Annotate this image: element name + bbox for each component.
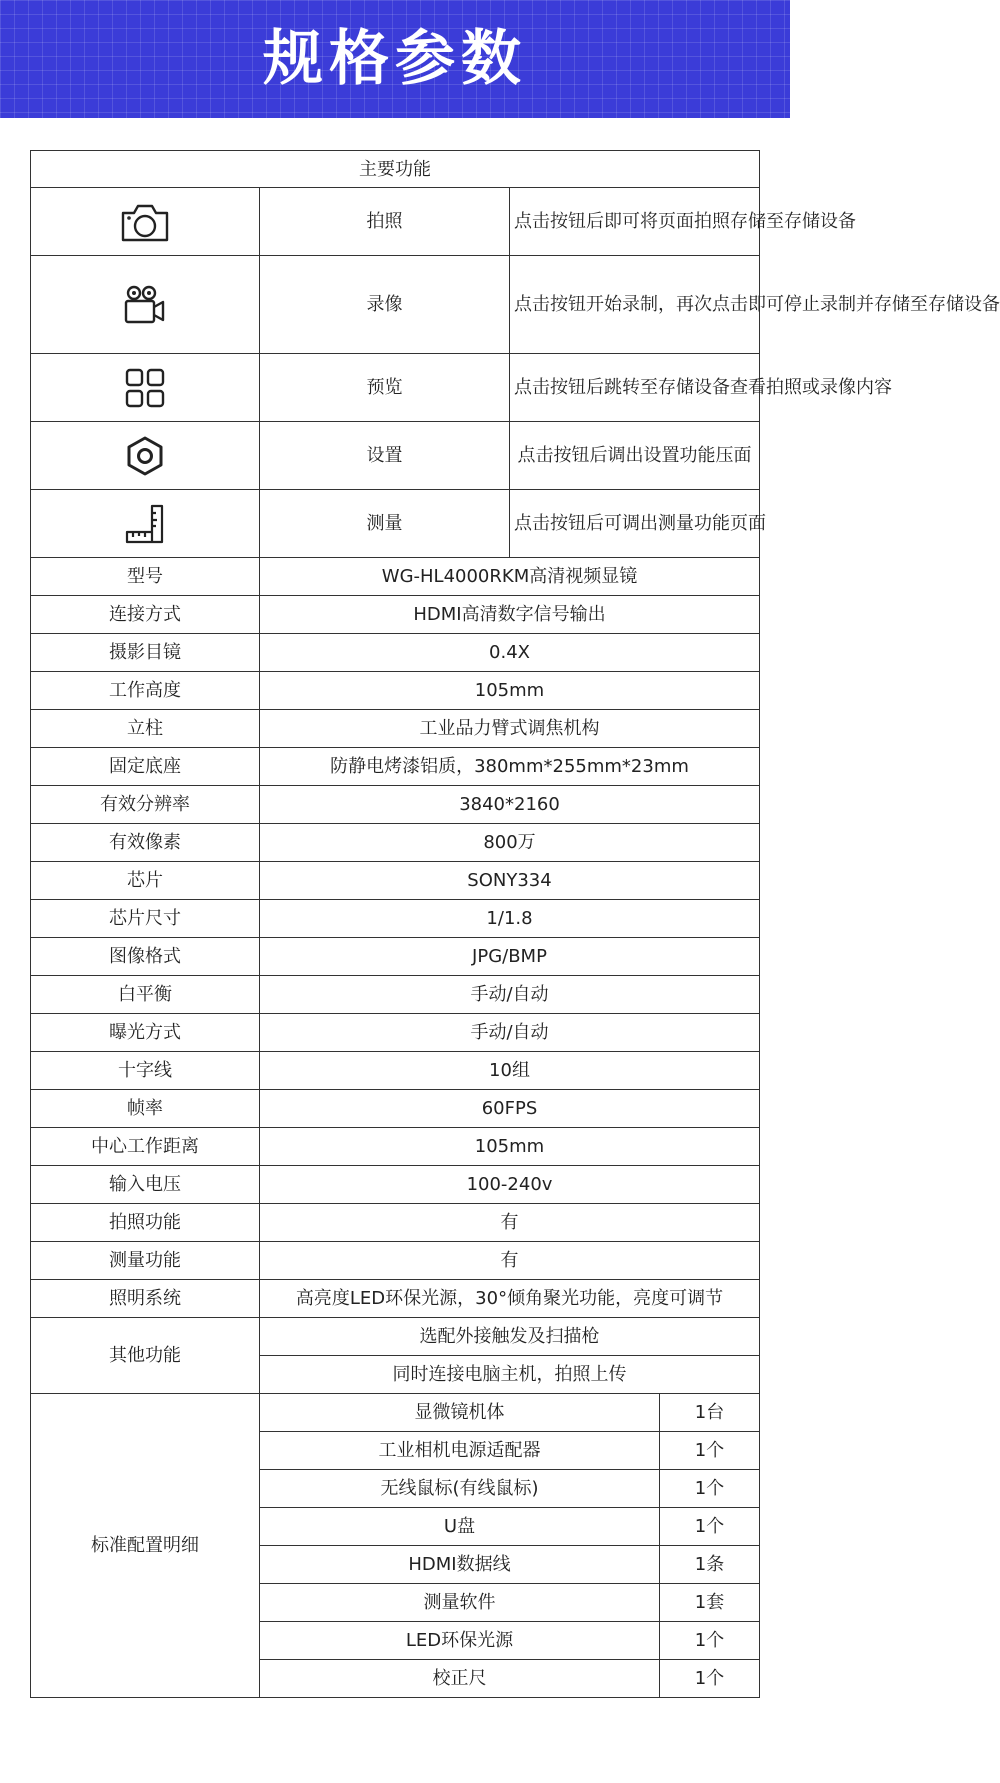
spec-row [31, 634, 760, 672]
spec-label: 曝光方式 [31, 1014, 260, 1052]
config-item-name: 显微镜机体 [260, 1394, 660, 1432]
config-item-qty: 1个 [660, 1660, 760, 1698]
config-item-name: 测量软件 [260, 1584, 660, 1622]
config-item-qty: 1个 [660, 1508, 760, 1546]
spec-value: 手动/自动 [260, 1014, 760, 1052]
spec-label: 图像格式 [31, 938, 260, 976]
spec-row [31, 596, 760, 634]
spec-value: 0.4X [260, 634, 760, 672]
spec-label: 帧率 [31, 1090, 260, 1128]
spec-value: SONY334 [260, 862, 760, 900]
spec-row [31, 824, 760, 862]
spec-value: 工业品力臂式调焦机构 [260, 710, 760, 748]
config-item-name: 校正尺 [260, 1660, 660, 1698]
function-row [31, 256, 760, 354]
function-icon-cell [31, 354, 260, 422]
function-icon-cell [31, 422, 260, 490]
other-functions-value: 同时连接电脑主机，拍照上传 [260, 1356, 760, 1394]
camera-icon [120, 200, 170, 244]
spec-label: 摄影目镜 [31, 634, 260, 672]
spec-label: 芯片 [31, 862, 260, 900]
spec-value: HDMI高清数字信号输出 [260, 596, 760, 634]
function-label: 测量 [260, 490, 510, 558]
function-label: 设置 [260, 422, 510, 490]
spec-value: 100-240v [260, 1166, 760, 1204]
spec-row [31, 900, 760, 938]
function-icon-cell [31, 256, 260, 354]
spec-label: 白平衡 [31, 976, 260, 1014]
config-item-name: U盘 [260, 1508, 660, 1546]
spec-row [31, 558, 760, 596]
other-functions-label: 其他功能 [31, 1318, 260, 1394]
spec-value: 105mm [260, 672, 760, 710]
function-label: 拍照 [260, 188, 510, 256]
function-row [31, 422, 760, 490]
function-row [31, 188, 760, 256]
spec-label: 测量功能 [31, 1242, 260, 1280]
spec-row [31, 672, 760, 710]
config-item-name: LED环保光源 [260, 1622, 660, 1660]
config-item-qty: 1个 [660, 1470, 760, 1508]
config-item-qty: 1个 [660, 1432, 760, 1470]
spec-row [31, 1052, 760, 1090]
main-functions-title: 主要功能 [31, 151, 760, 188]
function-row [31, 354, 760, 422]
spec-label: 十字线 [31, 1052, 260, 1090]
spec-value: 防静电烤漆铝质，380mm*255mm*23mm [260, 748, 760, 786]
spec-table [30, 150, 1000, 1698]
spec-row [31, 1280, 760, 1318]
spec-label: 照明系统 [31, 1280, 260, 1318]
spec-row [31, 710, 760, 748]
config-item-qty: 1个 [660, 1622, 760, 1660]
spec-value: 60FPS [260, 1090, 760, 1128]
spec-label: 拍照功能 [31, 1204, 260, 1242]
spec-row [31, 976, 760, 1014]
spec-label: 有效分辨率 [31, 786, 260, 824]
function-desc: 点击按钮开始录制，再次点击即可停止录制并存储至存储设备 [510, 256, 760, 354]
spec-value: 有 [260, 1204, 760, 1242]
config-item-name: HDMI数据线 [260, 1546, 660, 1584]
spec-label: 连接方式 [31, 596, 260, 634]
spec-row [31, 938, 760, 976]
spec-value: 手动/自动 [260, 976, 760, 1014]
spec-value: WG-HL4000RKM高清视频显镜 [260, 558, 760, 596]
grid-icon [125, 368, 165, 408]
function-label: 预览 [260, 354, 510, 422]
spec-value: 有 [260, 1242, 760, 1280]
spec-row [31, 748, 760, 786]
standard-config-label: 标准配置明细 [31, 1394, 260, 1698]
function-label: 录像 [260, 256, 510, 354]
spec-value: 高亮度LED环保光源，30°倾角聚光功能，亮度可调节 [260, 1280, 760, 1318]
spec-row [31, 1090, 760, 1128]
spec-label: 工作高度 [31, 672, 260, 710]
other-functions-row [31, 1318, 760, 1356]
video-camera-icon [123, 284, 167, 326]
config-item-qty: 1套 [660, 1584, 760, 1622]
spec-row [31, 1128, 760, 1166]
spec-label: 立柱 [31, 710, 260, 748]
config-item-name: 无线鼠标(有线鼠标) [260, 1470, 660, 1508]
function-desc: 点击按钮后调出设置功能压面 [510, 422, 760, 490]
main-functions-header-row [31, 151, 760, 188]
other-functions-value: 选配外接触发及扫描枪 [260, 1318, 760, 1356]
spec-label: 型号 [31, 558, 260, 596]
spec-row [31, 1014, 760, 1052]
spec-label: 固定底座 [31, 748, 260, 786]
spec-label: 输入电压 [31, 1166, 260, 1204]
spec-row [31, 862, 760, 900]
spec-row [31, 1204, 760, 1242]
config-item-name: 工业相机电源适配器 [260, 1432, 660, 1470]
spec-value: 3840*2160 [260, 786, 760, 824]
spec-value: 800万 [260, 824, 760, 862]
spec-row [31, 1166, 760, 1204]
function-icon-cell [31, 188, 260, 256]
spec-value: 10组 [260, 1052, 760, 1090]
config-row [31, 1394, 760, 1432]
settings-hex-icon [125, 435, 165, 477]
function-icon-cell [31, 490, 260, 558]
spec-row [31, 786, 760, 824]
config-item-qty: 1台 [660, 1394, 760, 1432]
spec-value: 1/1.8 [260, 900, 760, 938]
function-desc: 点击按钮后跳转至存储设备查看拍照或录像内容 [510, 354, 760, 422]
spec-value: JPG/BMP [260, 938, 760, 976]
page-title: 规格参数 [263, 24, 527, 94]
ruler-icon [124, 503, 166, 545]
spec-label: 芯片尺寸 [31, 900, 260, 938]
function-desc: 点击按钮后可调出测量功能页面 [510, 490, 760, 558]
spec-label: 中心工作距离 [31, 1128, 260, 1166]
spec-label: 有效像素 [31, 824, 260, 862]
spec-value: 105mm [260, 1128, 760, 1166]
spec-row [31, 1242, 760, 1280]
config-item-qty: 1条 [660, 1546, 760, 1584]
function-row [31, 490, 760, 558]
function-desc: 点击按钮后即可将页面拍照存储至存储设备 [510, 188, 760, 256]
